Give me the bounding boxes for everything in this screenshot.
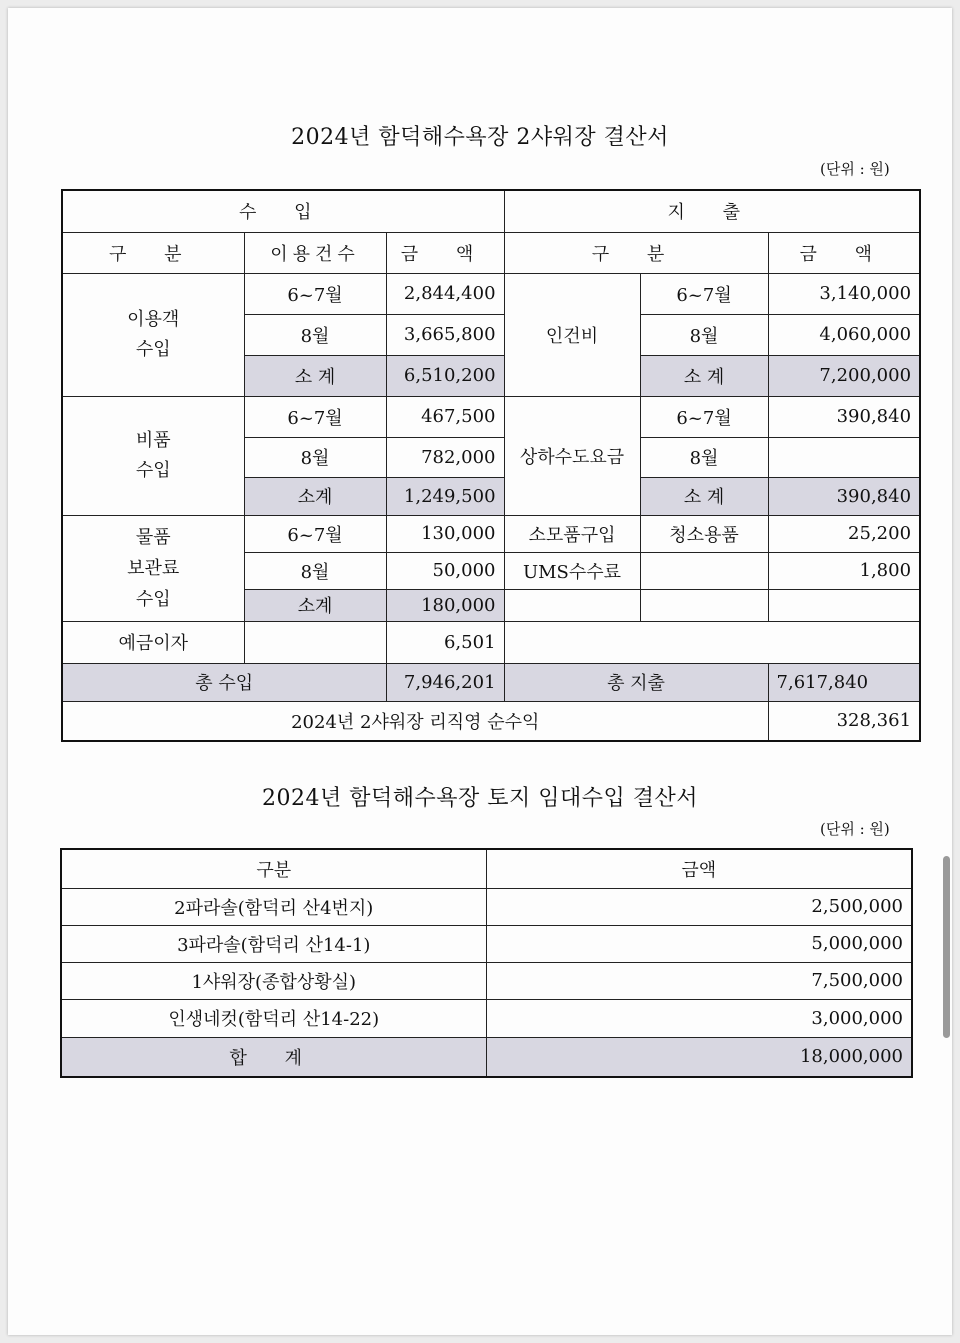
- amount-cell: 7,500,000: [486, 962, 912, 999]
- lease-item: 2파라솔(함덕리 산4번지): [61, 888, 486, 925]
- empty-cell: [504, 589, 640, 621]
- amount-cell: 1,800: [768, 552, 920, 589]
- table-row: [62, 396, 920, 437]
- empty-cell: [504, 621, 920, 663]
- income-amount-header: 금 액: [386, 232, 504, 273]
- amount-cell: 5,000,000: [486, 925, 912, 962]
- ums-item: [640, 552, 768, 589]
- amount-cell: 2,844,400: [386, 273, 504, 314]
- table-row: [61, 925, 912, 962]
- column-header-row: [62, 232, 920, 273]
- interest-amount: 6,501: [386, 621, 504, 663]
- total-income-label: 총 수입: [62, 663, 386, 701]
- empty-cell: [640, 589, 768, 621]
- total-income-amount: 7,946,201: [386, 663, 504, 701]
- subtotal-label: 소 계: [640, 355, 768, 396]
- unit-label: (단위 : 원): [820, 160, 890, 178]
- table-row: [62, 515, 920, 552]
- total-amount: 18,000,000: [486, 1037, 912, 1077]
- table-row: [62, 273, 920, 314]
- subtotal-label: 소계: [244, 477, 386, 515]
- lease-item: 인생네컷(함덕리 산14-22): [61, 999, 486, 1037]
- supplies-item: 청소용품: [640, 515, 768, 552]
- expense-category-header: 구 분: [504, 232, 768, 273]
- subtotal-label: 소 계: [244, 355, 386, 396]
- table-row: [61, 888, 912, 925]
- income-header: 수 입: [62, 190, 504, 232]
- subtotal-label: 소계: [244, 589, 386, 621]
- column-header-row: [61, 849, 912, 888]
- storage-income-label: 물품 보관료 수입: [62, 515, 244, 621]
- amount-cell: 467,500: [386, 396, 504, 437]
- user-income-label: 이용객 수입: [62, 273, 244, 396]
- settlement-title: 2024년 함덕해수욕장 2샤워장 결산서: [291, 125, 669, 150]
- unit-label: (단위 : 원): [820, 820, 890, 838]
- section-header-row: [62, 190, 920, 232]
- period-cell: 6~7월: [244, 515, 386, 552]
- lease-item: 1샤워장(종합상황실): [61, 962, 486, 999]
- table-row: [61, 962, 912, 999]
- amount-header: 금액: [486, 849, 912, 888]
- goods-income-label: 비품 수입: [62, 396, 244, 515]
- amount-cell: 25,200: [768, 515, 920, 552]
- total-label: 합 계: [61, 1037, 486, 1077]
- amount-cell: 3,140,000: [768, 273, 920, 314]
- water-fee-label: 상하수도요금: [504, 396, 640, 515]
- expense-amount-header: 금 액: [768, 232, 920, 273]
- labor-label: 인건비: [504, 273, 640, 396]
- total-row: [62, 663, 920, 701]
- total-row: [61, 1037, 912, 1077]
- expense-header: 지 출: [504, 190, 920, 232]
- period-cell: 8월: [640, 437, 768, 477]
- period-cell: 8월: [244, 437, 386, 477]
- subtotal-amount: 180,000: [386, 589, 504, 621]
- period-cell: 6~7월: [640, 396, 768, 437]
- amount-cell: 3,000,000: [486, 999, 912, 1037]
- table-row: [62, 621, 920, 663]
- settlement-table: [61, 189, 921, 742]
- subtotal-amount: 7,200,000: [768, 355, 920, 396]
- table-row: [61, 999, 912, 1037]
- net-profit-amount: 328,361: [768, 701, 920, 741]
- period-cell: 8월: [244, 314, 386, 355]
- subtotal-amount: 1,249,500: [386, 477, 504, 515]
- amount-cell: 390,840: [768, 396, 920, 437]
- lease-table: [60, 848, 913, 1078]
- net-profit-row: [62, 701, 920, 741]
- total-expense-amount: 7,617,840: [768, 663, 920, 701]
- lease-title: 2024년 함덕해수욕장 토지 임대수입 결산서: [262, 786, 698, 811]
- amount-cell: [768, 437, 920, 477]
- ums-fee-label: UMS수수료: [504, 552, 640, 589]
- total-expense-label: 총 지출: [504, 663, 768, 701]
- income-category-header: 구 분: [62, 232, 244, 273]
- amount-cell: 50,000: [386, 552, 504, 589]
- period-cell: 6~7월: [244, 273, 386, 314]
- empty-cell: [768, 589, 920, 621]
- document-page: [8, 8, 952, 1335]
- amount-cell: 3,665,800: [386, 314, 504, 355]
- amount-cell: 4,060,000: [768, 314, 920, 355]
- interest-label: 예금이자: [62, 621, 244, 663]
- lease-item: 3파라솔(함덕리 산14-1): [61, 925, 486, 962]
- category-header: 구분: [61, 849, 486, 888]
- period-cell: 8월: [244, 552, 386, 589]
- scrollbar-thumb[interactable]: [943, 856, 950, 1038]
- subtotal-amount: 390,840: [768, 477, 920, 515]
- supplies-label: 소모품구입: [504, 515, 640, 552]
- subtotal-amount: 6,510,200: [386, 355, 504, 396]
- amount-cell: 782,000: [386, 437, 504, 477]
- count-header: 이용건수: [244, 232, 386, 273]
- net-profit-label: 2024년 2샤워장 리직영 순수익: [62, 701, 768, 741]
- amount-cell: 2,500,000: [486, 888, 912, 925]
- period-cell: 8월: [640, 314, 768, 355]
- period-cell: 6~7월: [244, 396, 386, 437]
- amount-cell: 130,000: [386, 515, 504, 552]
- period-cell: 6~7월: [640, 273, 768, 314]
- subtotal-label: 소 계: [640, 477, 768, 515]
- empty-cell: [244, 621, 386, 663]
